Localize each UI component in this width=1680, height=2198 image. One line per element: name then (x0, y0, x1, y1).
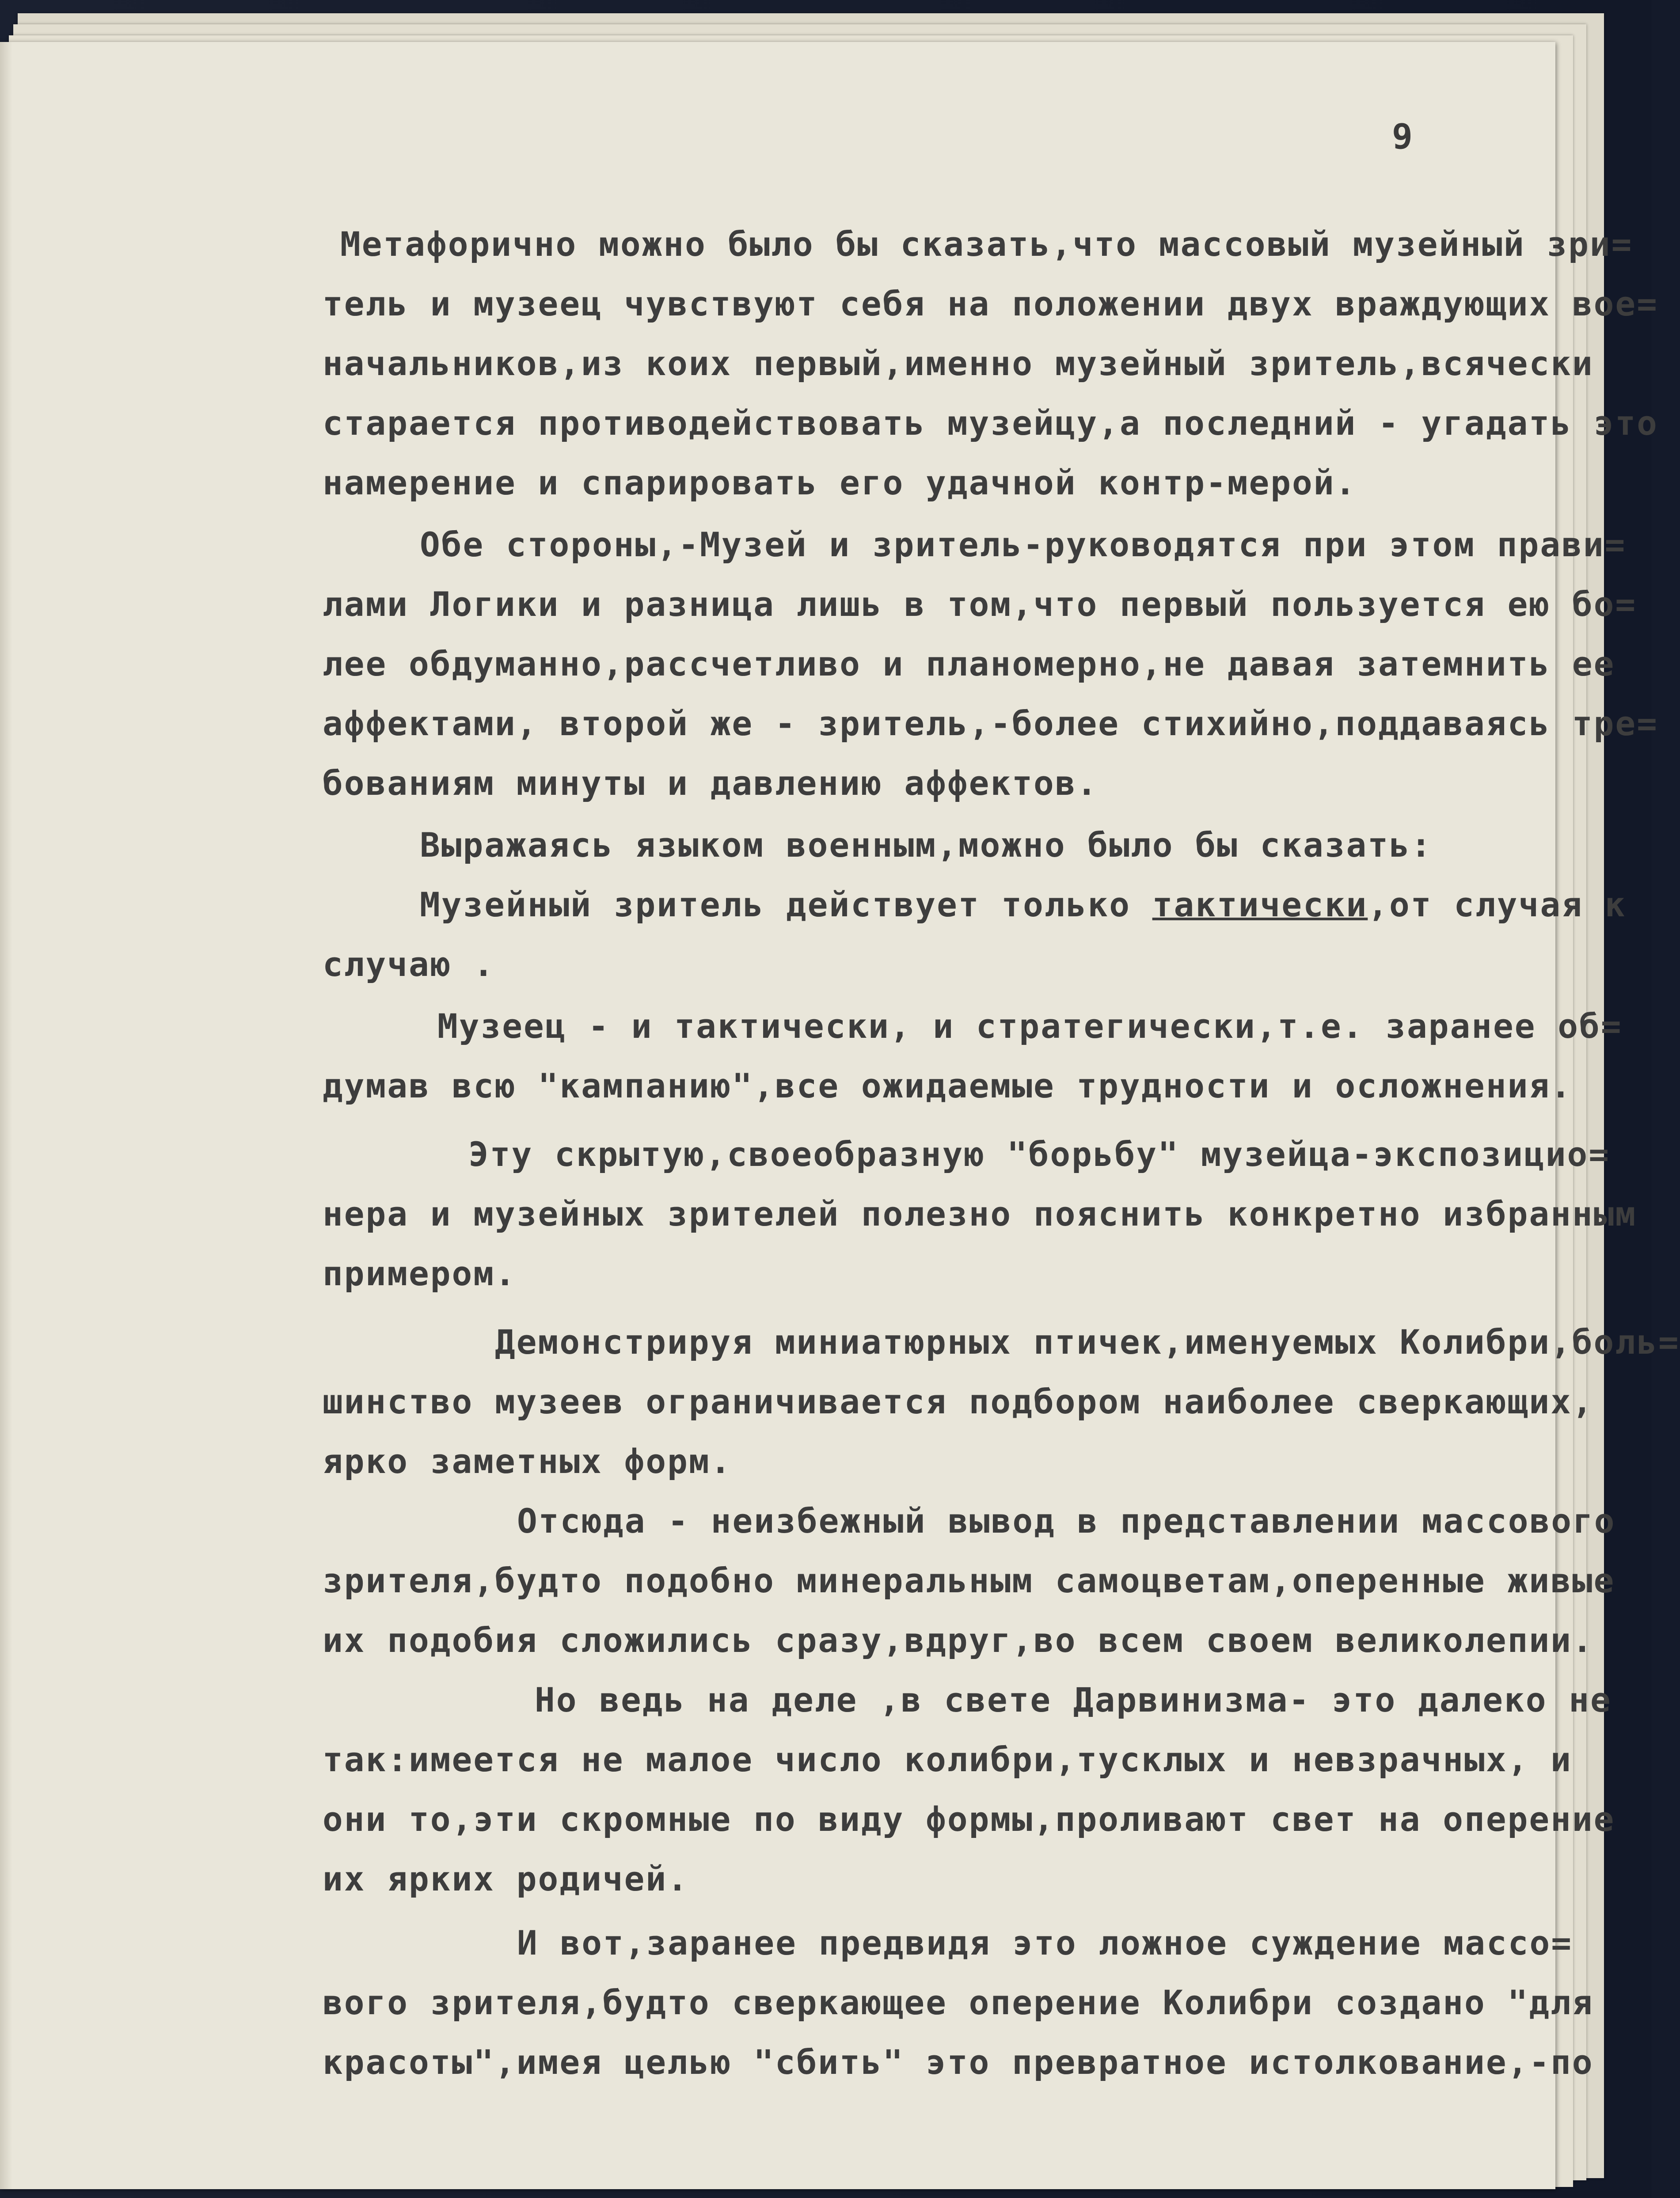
text-line: старается противодействовать музейцу,а последний - угадать это (323, 403, 1658, 443)
text-line: Демонстрируя миниатюрных птичек,именуемых Колибри,боль= (495, 1322, 1680, 1362)
text-line: случаю . (323, 945, 495, 984)
text-line: начальников,из коих первый,именно музейный зритель,всячески (323, 344, 1594, 383)
text-line: Метафорично можно было бы сказать,что массовый музейный зри= (340, 224, 1633, 264)
text-line: шинство музеев ограничивается подбором наиболее сверкающих, (323, 1382, 1594, 1421)
text-line (420, 885, 1627, 924)
text-line: бованиям минуты и давлению аффектов. (323, 763, 1098, 803)
text-line: Выражаясь языком военным,можно было бы сказать: (420, 825, 1433, 865)
text-segment: Музейный зритель действует только (420, 885, 1152, 924)
text-line: тель и музеец чувствуют себя на положении двух враждующих вое= (323, 284, 1658, 323)
text-segment: ,от случая к (1368, 885, 1627, 924)
text-line: примером. (323, 1254, 517, 1293)
text-line: их подобия сложились сразу,вдруг,во всем своем великолепии. (323, 1621, 1594, 1660)
text-line: вого зрителя,будто сверкающее оперение Колибри создано "для (323, 1983, 1594, 2022)
text-line: нера и музейных зрителей полезно пояснить конкретно избранным (323, 1194, 1637, 1234)
page-binding-shadow (0, 42, 12, 2189)
text-line: зрителя,будто подобно минеральным самоцветам,оперенные живые (323, 1561, 1615, 1600)
typewritten-page (0, 42, 1680, 2189)
text-line: намерение и спарировать его удачной контр-мерой. (323, 463, 1357, 502)
text-line: так:имеется не малое число колибри,тусклых и невзрачных, и (323, 1740, 1572, 1779)
text-line: И вот,заранее предвидя это ложное суждение массо= (517, 1923, 1573, 1963)
page-number: 9 (1392, 117, 1413, 157)
text-line: думав всю "кампанию",все ожидаемые трудности и осложнения. (323, 1066, 1572, 1105)
text-line: красоты",имея целью "сбить" это превратное истолкование,-по (323, 2042, 1594, 2082)
text-line: Музеец - и тактически, и стратегически,т.е. заранее об= (437, 1006, 1623, 1046)
text-line: Но ведь на деле ,в свете Дарвинизма- это далеко не (535, 1680, 1612, 1720)
text-line: Отсюда - неизбежный вывод в представлении массового (517, 1501, 1616, 1541)
text-line: они то,эти скромные по виду формы,проливают свет на оперение (323, 1799, 1615, 1839)
text-line: аффектами, второй же - зритель,-более стихийно,поддаваясь тре= (323, 704, 1658, 743)
underlined-word: тактически (1152, 885, 1368, 924)
text-line: Обе стороны,-Музей и зритель-руководятся при этом прави= (420, 525, 1627, 564)
text-line: Эту скрытую,своеобразную "борьбу" музейца-экспозицио= (468, 1135, 1611, 1174)
text-line: их ярких родичей. (323, 1859, 689, 1898)
text-line: ярко заметных форм. (323, 1442, 732, 1481)
text-line: лее обдуманно,рассчетливо и планомерно,не давая затемнить ее (323, 644, 1615, 683)
text-line: лами Логики и разница лишь в том,что первый пользуется ею бо= (323, 585, 1637, 624)
